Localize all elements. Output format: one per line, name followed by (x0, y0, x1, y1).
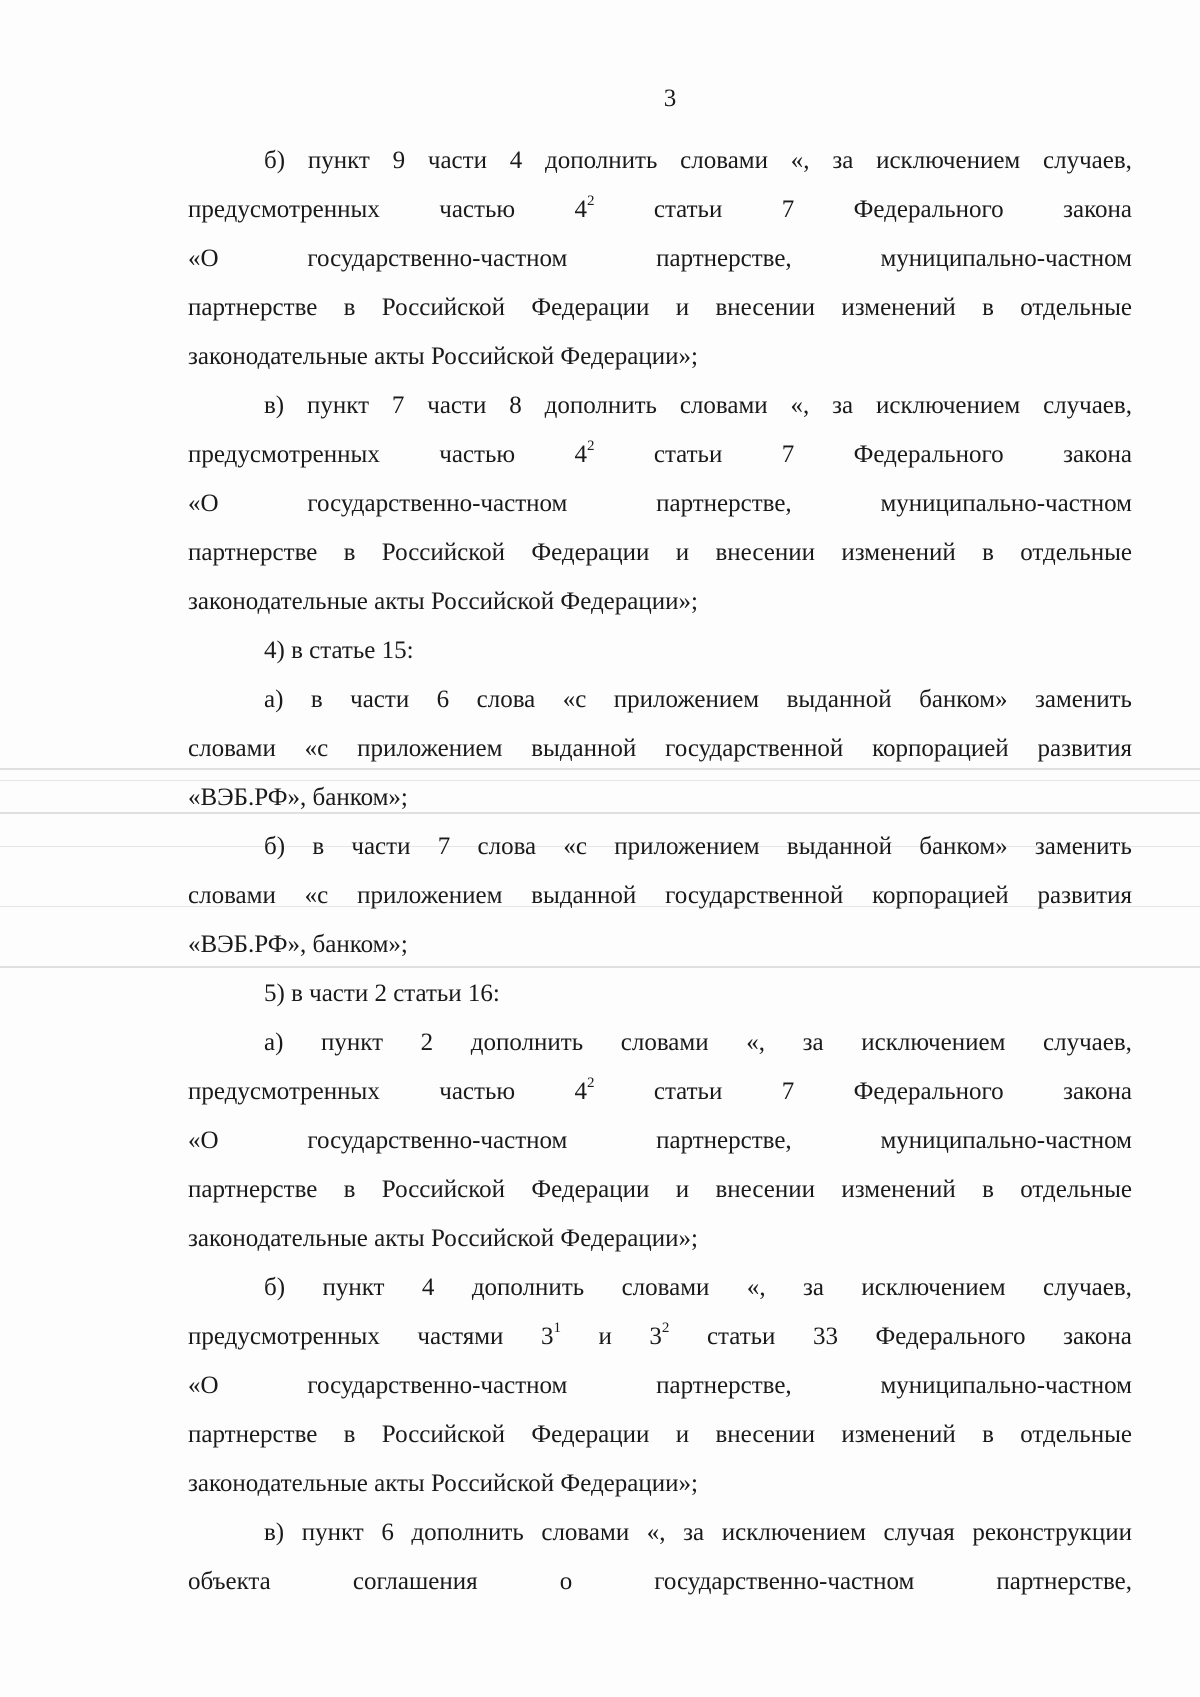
text-word: «О (188, 245, 219, 272)
text-word: статьи (653, 196, 723, 223)
text-word: «, (746, 1274, 766, 1301)
text-word: корпорацией (872, 735, 1009, 762)
text-line (188, 1459, 1132, 1508)
text-word: в (982, 1421, 994, 1448)
text-word: изменений (841, 294, 956, 321)
text-word: пункт (321, 1029, 384, 1056)
text-word: словами (620, 1029, 709, 1056)
text-word: Российской (381, 539, 506, 566)
text-line (188, 626, 1132, 675)
text-word: словами (188, 735, 276, 762)
text-word: $4^2$ (574, 1075, 595, 1105)
text-word: закона (1063, 441, 1132, 468)
text-line (188, 724, 1132, 773)
text-word: случаев, (1043, 147, 1132, 174)
text-word: выданной (786, 686, 892, 713)
text-line (188, 136, 1132, 185)
text-word: исключением (721, 1519, 866, 1546)
text-word: Российской (381, 1176, 506, 1203)
text-word: выданной (531, 882, 637, 909)
text-word: «О (188, 490, 219, 517)
text-word: 5) в части 2 статьи 16: (264, 980, 500, 1007)
text-word: предусмотренных (188, 1323, 380, 1350)
text-word: Федерального (875, 1323, 1026, 1350)
text-word: статьи (653, 441, 723, 468)
text-word: изменений (841, 1176, 956, 1203)
text-word: статьи (706, 1323, 776, 1350)
text-word: предусмотренных (188, 441, 380, 468)
text-word: изменений (841, 539, 956, 566)
text-word: пункт (322, 1274, 385, 1301)
text-word: пункт (307, 147, 370, 174)
text-word: муниципально-частном (880, 1127, 1132, 1154)
text-word: законодательные акты Российской Федерации»; (188, 1225, 698, 1252)
text-word: государственно-частном (654, 1568, 915, 1595)
text-line (188, 1312, 1132, 1361)
text-word: а) (264, 1029, 284, 1056)
text-word: исключением (861, 1029, 1006, 1056)
text-word: развития (1037, 882, 1132, 909)
text-line (188, 1116, 1132, 1165)
text-word: 4 (421, 1274, 435, 1301)
text-word: предусмотренных (188, 1078, 380, 1105)
text-word: и (675, 1421, 690, 1448)
text-word: партнерстве, (656, 245, 792, 272)
text-word: Федерального (853, 1078, 1004, 1105)
text-word: 4) в статье 15: (264, 637, 414, 664)
text-word: Российской (381, 1421, 506, 1448)
text-word: приложением (357, 882, 503, 909)
text-word: случаев, (1043, 1029, 1132, 1056)
text-word: приложением (614, 833, 760, 860)
text-word: «, (790, 147, 810, 174)
text-line (188, 430, 1132, 479)
page-number: 3 (663, 85, 677, 112)
text-word: пункт (301, 1519, 364, 1546)
text-word: внесении (715, 294, 816, 321)
text-word: внесении (715, 1176, 816, 1203)
text-word: $4^2$ (574, 438, 595, 468)
text-word: части (427, 392, 487, 419)
text-word: отдельные (1020, 294, 1132, 321)
text-line (188, 1067, 1132, 1116)
text-word: в) (264, 392, 285, 419)
text-word: партнерстве, (996, 1568, 1132, 1595)
text-word: слова (477, 833, 537, 860)
text-word: дополнить (411, 1519, 524, 1546)
text-word: $3^1$ (540, 1320, 561, 1350)
text-word: муниципально-частном (880, 245, 1132, 272)
text-line (188, 234, 1132, 283)
text-word: б) (264, 833, 286, 860)
text-word: закона (1063, 1078, 1132, 1105)
text-word: партнерстве (188, 539, 318, 566)
text-word: выданной (786, 833, 892, 860)
text-word: статьи (653, 1078, 723, 1105)
text-word: б) (264, 147, 286, 174)
text-word: внесении (715, 1421, 816, 1448)
text-word: объекта (188, 1568, 271, 1595)
text-word: частями (417, 1323, 504, 1350)
text-word: развития (1037, 735, 1132, 762)
text-word: партнерстве (188, 1421, 318, 1448)
text-word: «с (563, 833, 588, 860)
text-word: партнерстве, (656, 490, 792, 517)
text-line (188, 1410, 1132, 1459)
text-line (188, 528, 1132, 577)
text-line (188, 1165, 1132, 1214)
text-word: в (343, 1176, 356, 1203)
text-line (188, 1263, 1132, 1312)
text-line (188, 479, 1132, 528)
text-word: дополнить (545, 147, 658, 174)
text-word: партнерстве, (656, 1127, 792, 1154)
text-word: 7 (391, 392, 405, 419)
text-line (188, 1214, 1132, 1263)
text-word: заменить (1034, 833, 1132, 860)
text-word: $4^2$ (574, 193, 595, 223)
text-line (188, 283, 1132, 332)
text-word: корпорацией (872, 882, 1009, 909)
text-word: государственной (665, 882, 844, 909)
text-word: в (312, 833, 325, 860)
text-word: соглашения (352, 1568, 478, 1595)
text-word: 7 (781, 196, 795, 223)
text-word: 7 (437, 833, 451, 860)
text-word: случая (883, 1519, 955, 1546)
text-word: 33 (812, 1323, 838, 1350)
text-word: частью (439, 196, 516, 223)
text-word: Федерации (531, 1421, 650, 1448)
text-word: 8 (509, 392, 522, 419)
text-word: партнерстве (188, 294, 318, 321)
text-word: в (982, 539, 994, 566)
text-word: законодательные акты Российской Федерации»; (188, 1470, 698, 1497)
text-word: изменений (841, 1421, 956, 1448)
text-word: Федерации (531, 539, 650, 566)
text-word: партнерстве, (656, 1372, 792, 1399)
text-line (188, 1557, 1132, 1606)
text-word: 4 (509, 147, 523, 174)
text-word: реконструкции (972, 1519, 1132, 1546)
text-word: «О (188, 1127, 219, 1154)
text-word: дополнить (544, 392, 657, 419)
text-word: муниципально-частном (880, 1372, 1132, 1399)
text-word: исключением (861, 1274, 1006, 1301)
text-word: Федерации (531, 294, 650, 321)
text-word: словами (679, 392, 768, 419)
text-word: муниципально-частном (880, 490, 1132, 517)
text-line (188, 969, 1132, 1018)
text-word: государственно-частном (307, 1372, 568, 1399)
text-word: за (832, 147, 854, 174)
text-word: Федерального (853, 196, 1004, 223)
text-line (188, 1508, 1132, 1557)
text-word: $3^2$ (649, 1320, 670, 1350)
text-line (188, 675, 1132, 724)
text-word: государственно-частном (307, 490, 568, 517)
text-word: законодательные акты Российской Федерации»; (188, 588, 698, 615)
text-word: словами (621, 1274, 710, 1301)
text-word: «с (304, 735, 329, 762)
text-word: пункт (307, 392, 370, 419)
text-word: 2 (420, 1029, 434, 1056)
text-word: 6 (381, 1519, 394, 1546)
text-word: за (803, 1274, 824, 1301)
text-word: в (982, 294, 994, 321)
text-word: и (675, 1176, 690, 1203)
text-line (188, 185, 1132, 234)
text-word: в (982, 1176, 994, 1203)
text-word: за (832, 392, 854, 419)
text-word: словами (680, 147, 768, 174)
text-line (188, 381, 1132, 430)
text-word: государственной (665, 735, 844, 762)
text-word: партнерстве (188, 1176, 318, 1203)
text-word: банком» (919, 686, 1008, 713)
text-word: за (802, 1029, 824, 1056)
text-word: б) (264, 1274, 286, 1301)
text-line (188, 822, 1132, 871)
text-word: выданной (531, 735, 637, 762)
text-word: дополнить (470, 1029, 584, 1056)
text-word: исключением (876, 147, 1021, 174)
document-body (188, 136, 1132, 1606)
text-word: за (683, 1519, 705, 1546)
text-word: «, (746, 1029, 765, 1056)
text-word: приложением (357, 735, 503, 762)
text-word: случаев, (1043, 1274, 1132, 1301)
text-line (188, 577, 1132, 626)
text-word: 7 (781, 1078, 795, 1105)
text-word: «ВЭБ.РФ», банком»; (188, 931, 408, 958)
text-word: государственно-частном (307, 245, 568, 272)
text-word: предусмотренных (188, 196, 380, 223)
text-word: дополнить (471, 1274, 585, 1301)
text-word: Федерального (853, 441, 1004, 468)
text-word: «с (562, 686, 587, 713)
text-word: части (427, 147, 487, 174)
text-word: заменить (1034, 686, 1132, 713)
text-word: «с (304, 882, 329, 909)
text-word: «О (188, 1372, 219, 1399)
text-line (188, 332, 1132, 381)
text-word: исключением (876, 392, 1021, 419)
text-word: Российской (381, 294, 506, 321)
text-line (188, 773, 1132, 822)
text-word: отдельные (1020, 1176, 1132, 1203)
text-word: и (675, 539, 690, 566)
text-line (188, 871, 1132, 920)
text-word: отдельные (1020, 539, 1132, 566)
text-word: государственно-частном (307, 1127, 568, 1154)
text-word: части (350, 686, 410, 713)
text-word: части (351, 833, 411, 860)
text-word: в (310, 686, 323, 713)
text-word: «, (790, 392, 810, 419)
text-word: «ВЭБ.РФ», банком»; (188, 784, 408, 811)
text-word: частью (439, 1078, 516, 1105)
text-word: о (559, 1568, 573, 1595)
text-word: и (675, 294, 690, 321)
text-word: словами (188, 882, 276, 909)
text-word: «, (646, 1519, 666, 1546)
text-word: случаев, (1043, 392, 1132, 419)
text-word: банком» (919, 833, 1008, 860)
text-word: а) (264, 686, 284, 713)
text-word: законодательные акты Российской Федерации»; (188, 343, 698, 370)
text-word: закона (1063, 196, 1132, 223)
text-word: словами (541, 1519, 630, 1546)
text-line (188, 1361, 1132, 1410)
text-word: отдельные (1020, 1421, 1132, 1448)
text-word: в (343, 294, 356, 321)
text-line (188, 920, 1132, 969)
text-word: Федерации (531, 1176, 650, 1203)
text-word: 6 (436, 686, 450, 713)
text-word: слова (476, 686, 536, 713)
text-word: приложением (613, 686, 760, 713)
text-word: в) (264, 1519, 285, 1546)
text-line (188, 1018, 1132, 1067)
text-word: 7 (781, 441, 795, 468)
text-word: и (598, 1323, 612, 1350)
text-word: в (343, 539, 356, 566)
text-word: закона (1063, 1323, 1132, 1350)
text-word: внесении (715, 539, 816, 566)
text-word: частью (439, 441, 516, 468)
text-word: в (343, 1421, 356, 1448)
text-word: 9 (392, 147, 406, 174)
